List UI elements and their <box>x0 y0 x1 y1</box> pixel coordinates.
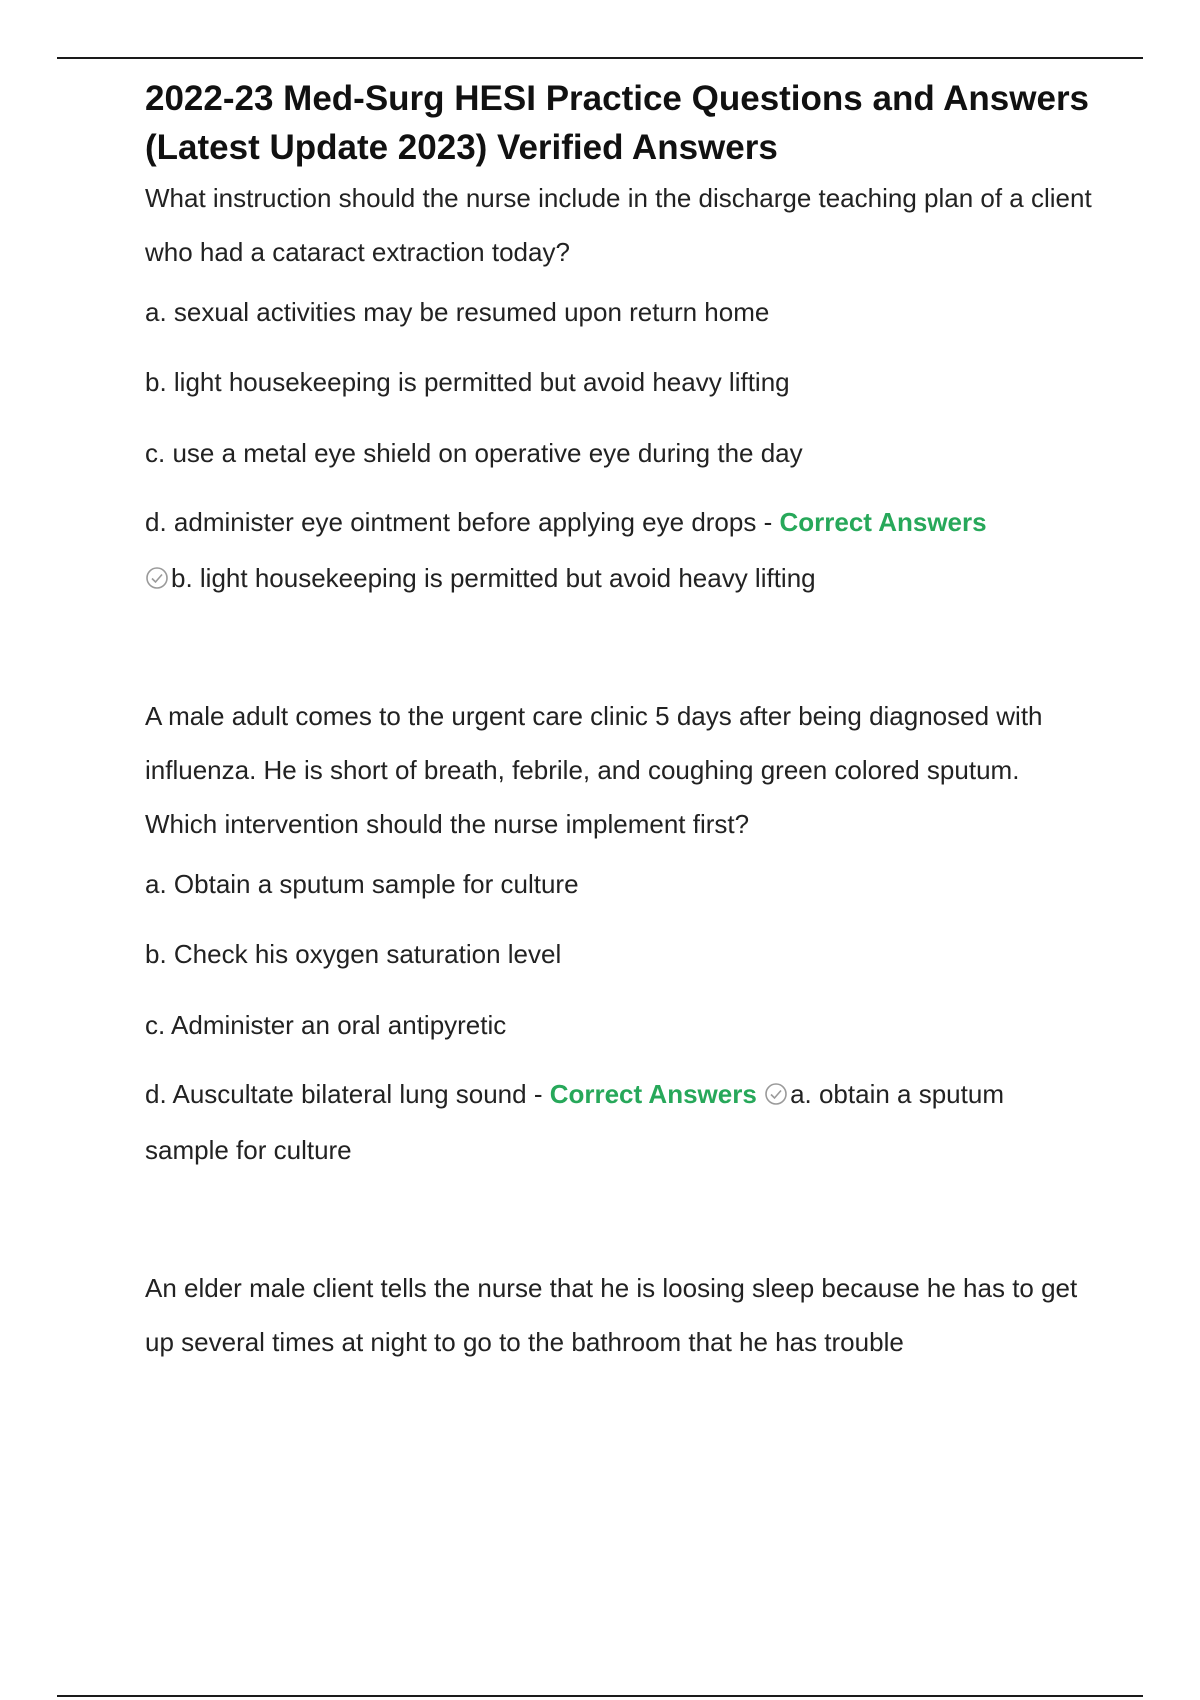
question-1 <box>145 171 1095 606</box>
question-stem: An elder male client tells the nurse that he is loosing sleep because he has to get up several times at night to go to the bathroom that he has trouble <box>145 1273 1078 1357</box>
option-b: b. light housekeeping is permitted but avoid heavy lifting <box>145 367 790 397</box>
option-c: c. use a metal eye shield on operative eye during the day <box>145 438 803 468</box>
question-2 <box>145 689 1095 1178</box>
question-stem: A male adult comes to the urgent care clinic 5 days after being diagnosed with influenza. He is short of breath, febrile, and coughing green colored sputum. Which intervention should the nurse implement first? <box>145 701 1043 839</box>
document-body <box>145 74 1095 1369</box>
check-circle-icon <box>145 566 169 590</box>
option-c: c. Administer an oral antipyretic <box>145 1010 507 1040</box>
option-d-with-answer <box>145 494 1095 606</box>
check-circle-icon <box>764 1082 788 1106</box>
option-d-with-answer <box>145 1066 1095 1178</box>
page-title: 2022-23 Med-Surg HESI Practice Questions and Answers (Latest Update 2023) Verified Answers <box>145 79 1090 167</box>
top-rule <box>57 57 1143 59</box>
question-stem: What instruction should the nurse include in the discharge teaching plan of a client who had a cataract extraction today? <box>145 183 1092 267</box>
option-a: a. sexual activities may be resumed upon return home <box>145 297 770 327</box>
option-a: a. Obtain a sputum sample for culture <box>145 869 579 899</box>
answer-text: a. obtain a sputum sample for culture <box>145 1079 1004 1165</box>
question-3 <box>145 1261 1095 1369</box>
answer-text: b. light housekeeping is permitted but avoid heavy lifting <box>171 563 816 593</box>
correct-answers-label: Correct Answers <box>549 1079 757 1109</box>
option-b: b. Check his oxygen saturation level <box>145 939 562 969</box>
bottom-rule <box>57 1695 1143 1697</box>
correct-answers-label: Correct Answers <box>779 507 987 537</box>
option-d: d. administer eye ointment before applying eye drops - <box>145 507 780 537</box>
option-d: d. Auscultate bilateral lung sound - <box>145 1079 550 1109</box>
